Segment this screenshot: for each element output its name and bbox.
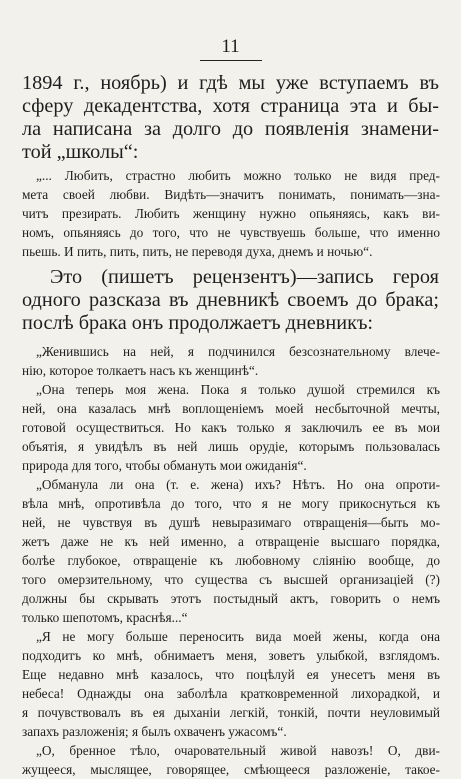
text-line: „Женившись на ней, я подчинился безсознательному влече- (36, 344, 440, 359)
text-line: готовой осуществиться. Но какъ только я заключилъ ее въ мои (22, 420, 440, 435)
page-number (0, 36, 461, 61)
text-line: ла написана за долго до появленія знамени- (22, 118, 439, 140)
text-line: вѣла мнѣ, опротивѣла до того, что я не могу прикоснуться къ (22, 496, 440, 511)
text-line: „Я не могу больше переносить вида моей жены, когда она (36, 629, 440, 644)
text-line: жетъ даже не къ ней именно, а отвращеніе высшаго порядка, (22, 534, 440, 549)
text-line: номъ, опьяняясь до того, что не чувствуешь больше, что именно (22, 225, 440, 240)
text-line: 1894 г., ноябрь) и гдѣ мы уже вступаемъ въ (22, 72, 439, 94)
text-line: болѣе глубокое, отвращеніе къ любовному слiянію вообще, до (22, 553, 440, 568)
text-line: только шепотомъ, краснѣя...“ (22, 610, 188, 625)
text-line: сферу декадентства, хотя страница эта и бы- (22, 95, 439, 117)
text-line: ней, она казалась мнѣ воплощеніемъ моей несбыточной мечты, (22, 401, 440, 416)
paragraph-reviewer (22, 266, 439, 335)
text-line: Это (пишетъ рецензентъ)—запись героя (50, 266, 439, 288)
text-line: „Обманула ли она (т. е. жена) ихъ? Нѣтъ. Но она опроти- (36, 477, 440, 492)
text-line: небеса! Однажды она заболѣла кратковременной лихорадкой, и (22, 686, 440, 701)
page-number-text: 11 (221, 36, 240, 57)
text-line: пьешь. И пить, пить, пить, не переводя духа, днемъ и ночью“. (22, 244, 373, 259)
page-number-rule (200, 60, 262, 61)
text-line: природа для того, чтобы обмануть мои ожиданія“. (22, 458, 307, 473)
text-line: „... Любить, страстно любить можно только не видя пред- (36, 168, 440, 183)
text-line: того омерзительному, что существа съ высшей организаціей (?) (22, 572, 440, 587)
paragraph-intro (22, 72, 439, 164)
text-line: ней, не чувствуя въ душѣ невыразимаго отвращенія—быть мо- (22, 515, 440, 530)
quote-diary-after (22, 342, 440, 779)
text-line: Еще недавно мнѣ казалось, что поцѣлуй ея унесетъ меня въ (22, 667, 440, 682)
text-line: одного разсказа въ дневникѣ своемъ до брака; (22, 289, 439, 311)
text-line: запахъ разложенія; я былъ охваченъ ужасомъ“. (22, 724, 287, 739)
text-line: „Она теперь моя жена. Пока я только душой стремился къ (36, 382, 440, 397)
text-line: послѣ брака онъ продолжаетъ дневникъ: (22, 312, 374, 334)
quote-diary-before (22, 166, 440, 261)
text-line: я почувствовалъ въ ея дыханіи легкій, тонкій, почти неуловимый (22, 705, 440, 720)
text-line: „О, бренное тѣло, очаровательный живой навозъ! О, дви- (36, 743, 440, 758)
text-line: жущееся, мыслящее, говорящее, смѣющееся разложеніе, такое- (22, 762, 440, 777)
text-line: мета своей любви. Видѣть—значитъ понимать, понимать—зна- (22, 187, 440, 202)
text-line: той „школы“: (22, 141, 139, 163)
text-line: подходитъ ко мнѣ, обнимаетъ меня, зоветъ улыбкой, взглядомъ. (22, 648, 440, 663)
text-line: нію, которое толкаетъ насъ къ женщинѣ“. (22, 363, 259, 378)
text-line: читъ презирать. Любить женщину нужно опьяняясь, какъ ви- (22, 206, 440, 221)
text-line: должны бы скрывать этотъ постыдный актъ, говорить о немъ (22, 591, 440, 606)
text-line: объятія, я увидѣлъ въ ней лишь орудіе, которымъ пользовалась (22, 439, 440, 454)
